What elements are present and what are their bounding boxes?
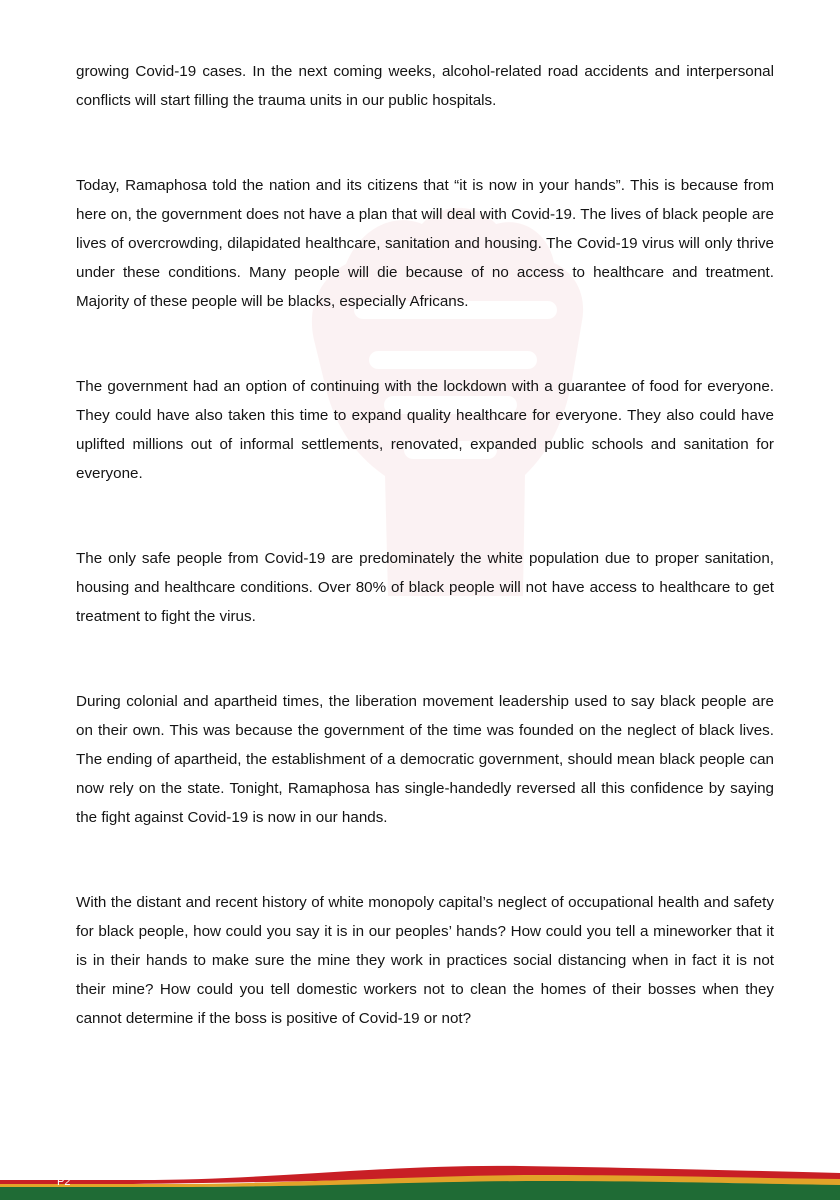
paragraph-3: The government had an option of continuing with the lockdown with a guarantee of food for everyone. They could have also taken this time to expand quality healthcare for everyone. They also could have uplifted millions out of informal settlements, renovated, expanded public schools and sanitation for everyone. (76, 378, 774, 482)
document-body (76, 57, 774, 1033)
paragraph-1: growing Covid-19 cases. In the next coming weeks, alcohol-related road accidents and interpersonal conflicts will start filling the trauma units in our public hospitals. (76, 63, 774, 109)
paragraph-6: With the distant and recent history of white monopoly capital’s neglect of occupational health and safety for black people, how could you say it is in our peoples’ hands? How could you tell a mineworker that it is in their hands to make sure the mine they work in practices social distancing when in fact it is not their mine? How could you tell domestic workers not to clean the homes of their bosses when they cannot determine if the boss is positive of Covid-19 or not? (76, 894, 774, 1027)
paragraph-4: The only safe people from Covid-19 are predominately the white population due to proper sanitation, housing and healthcare conditions. Over 80% of black people will not have access to healthcare to get treatment to fight the virus. (76, 550, 774, 625)
footer-banner (0, 1160, 840, 1200)
page-footer (0, 1160, 840, 1200)
page-number: P2 (57, 1176, 71, 1188)
paragraph-2: Today, Ramaphosa told the nation and its citizens that “it is now in your hands”. This is because from here on, the government does not have a plan that will deal with Covid-19. The lives of black people are lives of overcrowding, dilapidated healthcare, sanitation and housing. The Covid-19 virus will only thrive under these conditions. Many people will die because of no access to healthcare and treatment. Majority of these people will be blacks, especially Africans. (76, 177, 774, 310)
paragraph-5: During colonial and apartheid times, the liberation movement leadership used to say black people are on their own. This was because the government of the time was founded on the neglect of black lives. The ending of apartheid, the establishment of a democratic government, should mean black people can now rely on the state. Tonight, Ramaphosa has single-handedly reversed all this confidence by saying the fight against Covid-19 is now in our hands. (76, 693, 774, 826)
